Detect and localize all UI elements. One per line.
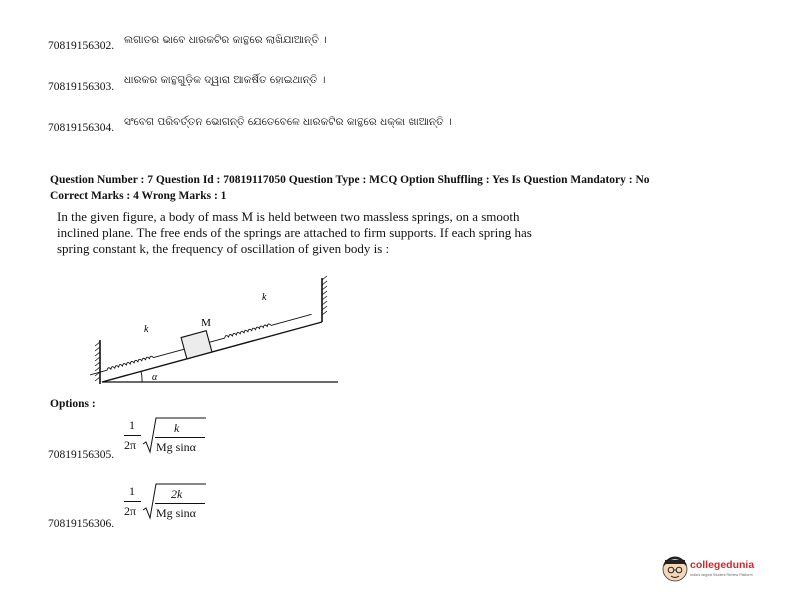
fraction-denominator: 2π — [124, 438, 137, 452]
mass-label: M — [201, 317, 211, 329]
option-id: 70819156305. — [48, 449, 115, 461]
spring-left — [107, 356, 154, 371]
question-text-line: spring constant k, the frequency of oscillation of given body is : — [57, 241, 390, 256]
logo-mascot-icon — [662, 554, 688, 584]
collegedunia-logo — [662, 554, 782, 586]
spring-constant-label-right: k — [262, 292, 267, 303]
option-formula[interactable] — [122, 482, 212, 530]
radicand-numerator: 2k — [171, 487, 183, 501]
option-id: 70819156302. — [48, 40, 115, 52]
question-text-line: In the given figure, a body of mass M is held between two massless springs, on a smooth — [57, 209, 520, 224]
fraction-numerator: 1 — [129, 418, 135, 432]
fraction-denominator: 2π — [124, 504, 137, 518]
inclined-plane-figure — [90, 272, 350, 388]
radicand-numerator: k — [174, 421, 180, 435]
spring-right — [224, 323, 271, 338]
angle-label: α — [152, 372, 158, 383]
question-header: Question Number : 7 Question Id : 70819117050 Question Type : MCQ Option Shuffling : Yes Is Question Mandatory : No — [50, 174, 650, 186]
option-id: 70819156304. — [48, 122, 115, 134]
spring-constant-label-left: k — [144, 324, 149, 335]
options-heading: Options : — [50, 398, 96, 410]
radicand-denominator: Mg sinα — [156, 440, 196, 454]
radicand-denominator: Mg sinα — [156, 506, 196, 520]
option-text: ଲଗାତର ଭାବେ ଧାରକଟିର କାନ୍ଥରେ ଲାଖିଯାଆନ୍ତି । — [124, 34, 327, 46]
fraction-numerator: 1 — [129, 484, 135, 498]
option-formula[interactable] — [122, 416, 212, 464]
mass-block — [181, 331, 212, 359]
option-id: 70819156303. — [48, 81, 115, 93]
question-text-line: inclined plane. The free ends of the springs are attached to firm supports. If each spring has — [57, 225, 532, 240]
logo-tagline: India's largest Student Review Platform — [690, 573, 753, 577]
marks-line: Correct Marks : 4 Wrong Marks : 1 — [50, 190, 227, 202]
logo-name: collegedunia — [690, 559, 755, 571]
option-id: 70819156306. — [48, 518, 115, 530]
option-text: ଧାରକର କାନ୍ଥଗୁଡ଼ିକ ଦ୍ୱାରା ଆକର୍ଷିତ ହୋଇଥାନ୍ତି । — [124, 74, 326, 86]
option-text: ସଂବେଗ ପରିବର୍ତ୍ତନ ଭୋଗନ୍ତି ଯେତେବେଳେ ଧାରକଟିର କାନ୍ଥରେ ଧକ୍କା ଖାଆନ୍ତି । — [124, 116, 452, 128]
